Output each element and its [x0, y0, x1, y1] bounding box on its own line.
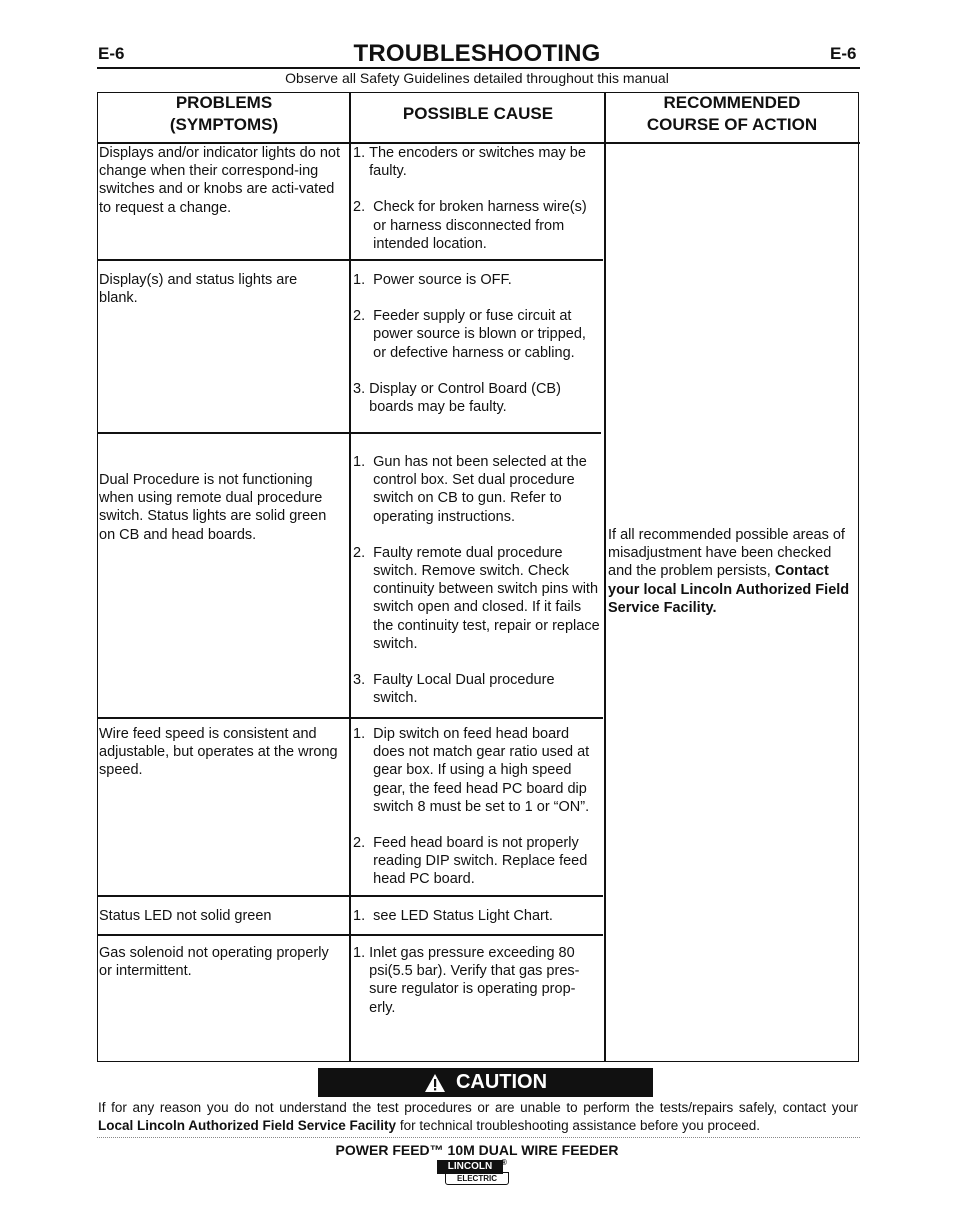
cause-cell [353, 907, 600, 943]
warning-triangle-icon [424, 1073, 446, 1093]
recommended-action: If all recommended possible areas of misadjustment have been checked and the problem persists, Contact your local Lincoln Authorized Field Service Facility. [608, 527, 850, 616]
problem-cell: Dual Procedure is not functioning when using remote dual procedure switch. Status lights are solid green on CB and head boards. [99, 472, 327, 543]
problem-cell: Display(s) and status lights are blank. [99, 272, 298, 307]
caution-label: CAUTION [455, 1071, 548, 1093]
footer-divider [97, 1137, 860, 1138]
header-problems: PROBLEMS (SYMPTOMS) [169, 93, 279, 134]
logo-registered-mark: ® [501, 1158, 507, 1167]
cause-item: 1. Power source is OFF. [353, 272, 512, 288]
cause-item: 3. Display or Control Board (CB) boards may be faulty. [353, 380, 561, 416]
problem-cell: Wire feed speed is consistent and adjustable, but operates at the wrong speed. [99, 726, 338, 779]
page-title: TROUBLESHOOTING [353, 40, 601, 67]
cause-cell [353, 725, 602, 907]
logo-top: LINCOLN [437, 1160, 503, 1174]
cause-cell [353, 944, 600, 1035]
column-divider-2 [604, 92, 606, 1062]
header-course-of-action: RECOMMENDED COURSE OF ACTION [646, 93, 818, 134]
lincoln-electric-logo [437, 1160, 509, 1185]
problem-cell: Gas solenoid not operating properly or intermittent. [99, 945, 329, 980]
caution-banner [318, 1068, 653, 1097]
header-possible-cause: POSSIBLE CAUSE [402, 104, 554, 123]
cause-item: 1. Gun has not been selected at the control box. Set dual procedure switch on CB to gun. Refer to operating instructions. [353, 454, 587, 525]
problem-cell: Displays and/or indicator lights do not change when their correspond-ing switches and or knobs are acti-vated to request a change. [99, 145, 340, 216]
cause-item: 1. Inlet gas pressure exceeding 80 psi(5.5 bar). Verify that gas pres-sure regulator is operating prop-erly. [353, 945, 580, 1016]
cause-item: 2. Check for broken harness wire(s) or harness disconnected from intended location. [353, 199, 587, 252]
cause-item: 1. Dip switch on feed head board does not match gear ratio used at gear box. If using a high speed gear, the feed head PC board dip switch 8 must be set to 1 or “ON”. [353, 726, 590, 815]
header-rule [97, 67, 860, 69]
cause-cell [353, 144, 600, 271]
caution-text: If for any reason you do not understand the test procedures or are unable to perform the tests/repairs safely, contact your Local Lincoln Authorized Field Service Facility for technical troubleshooting assistance before you proceed. [98, 1100, 858, 1133]
page-number-right: E-6 [830, 44, 857, 63]
cause-item: 2. Feeder supply or fuse circuit at power source is blown or tripped, or defective harness or cabling. [353, 308, 586, 361]
cause-item: 2. Faulty remote dual procedure switch. Remove switch. Check continuity between switch pins with switch open and closed. If it fails the continuity test, repair or replace switch. [353, 544, 600, 652]
cause-item: 1. see LED Status Light Chart. [353, 908, 553, 924]
cause-cell [353, 453, 600, 725]
cause-cell [353, 271, 600, 434]
safety-subtitle: Observe all Safety Guidelines detailed throughout this manual [285, 70, 669, 86]
page-number-left: E-6 [98, 44, 125, 63]
cause-item: 2. Feed head board is not properly reading DIP switch. Replace feed head PC board. [353, 835, 588, 888]
cause-item: 1. The encoders or switches may be faulty. [353, 145, 586, 180]
cause-item: 3. Faulty Local Dual procedure switch. [353, 672, 555, 707]
column-divider-1 [349, 92, 351, 1062]
problem-cell: Status LED not solid green [99, 908, 272, 924]
logo-bottom: ELECTRIC [445, 1172, 509, 1185]
product-name: POWER FEED™ 10M DUAL WIRE FEEDER [335, 1142, 619, 1158]
